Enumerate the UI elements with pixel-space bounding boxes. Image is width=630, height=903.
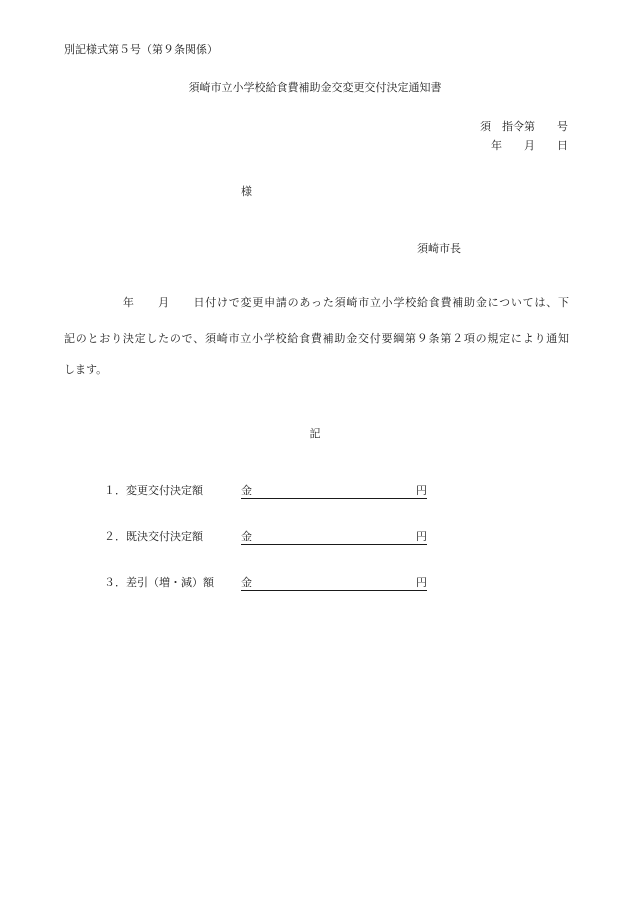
kin-label: 金	[241, 484, 252, 497]
document-title: 須崎市立小学校給食費補助金交変更交付決定通知書	[188, 81, 442, 94]
sender-name: 須崎市長	[417, 242, 461, 255]
yen-label: 円	[416, 484, 427, 497]
amount-item-label: １．変更交付決定額	[104, 484, 203, 497]
amount-field	[241, 531, 427, 545]
amount-item-label: ２．既決交付決定額	[104, 530, 203, 543]
issue-date: 年 月 日	[491, 139, 568, 152]
kin-label: 金	[241, 530, 252, 543]
form-label: 別記様式第５号（第９条関係）	[64, 43, 218, 56]
recipient-honorific: 様	[241, 185, 252, 198]
reference-number: 須 指令第 号	[480, 120, 568, 133]
yen-label: 円	[416, 576, 427, 589]
yen-label: 円	[416, 530, 427, 543]
amount-item-label: ３．差引（増・減）額	[104, 576, 214, 589]
amount-field	[241, 485, 427, 499]
body-text-line-1: 年 月 日付けで変更申請のあった須崎市立小学校給食費補助金については、下	[64, 296, 569, 309]
body-text-line-2: 記のとおり決定したので、須崎市立小学校給食費補助金交付要綱第９条第２項の規定により通知	[64, 332, 569, 345]
body-text-line-3: します。	[64, 363, 108, 376]
kin-label: 金	[241, 576, 252, 589]
ki-heading: 記	[309, 427, 321, 440]
amount-field	[241, 577, 427, 591]
